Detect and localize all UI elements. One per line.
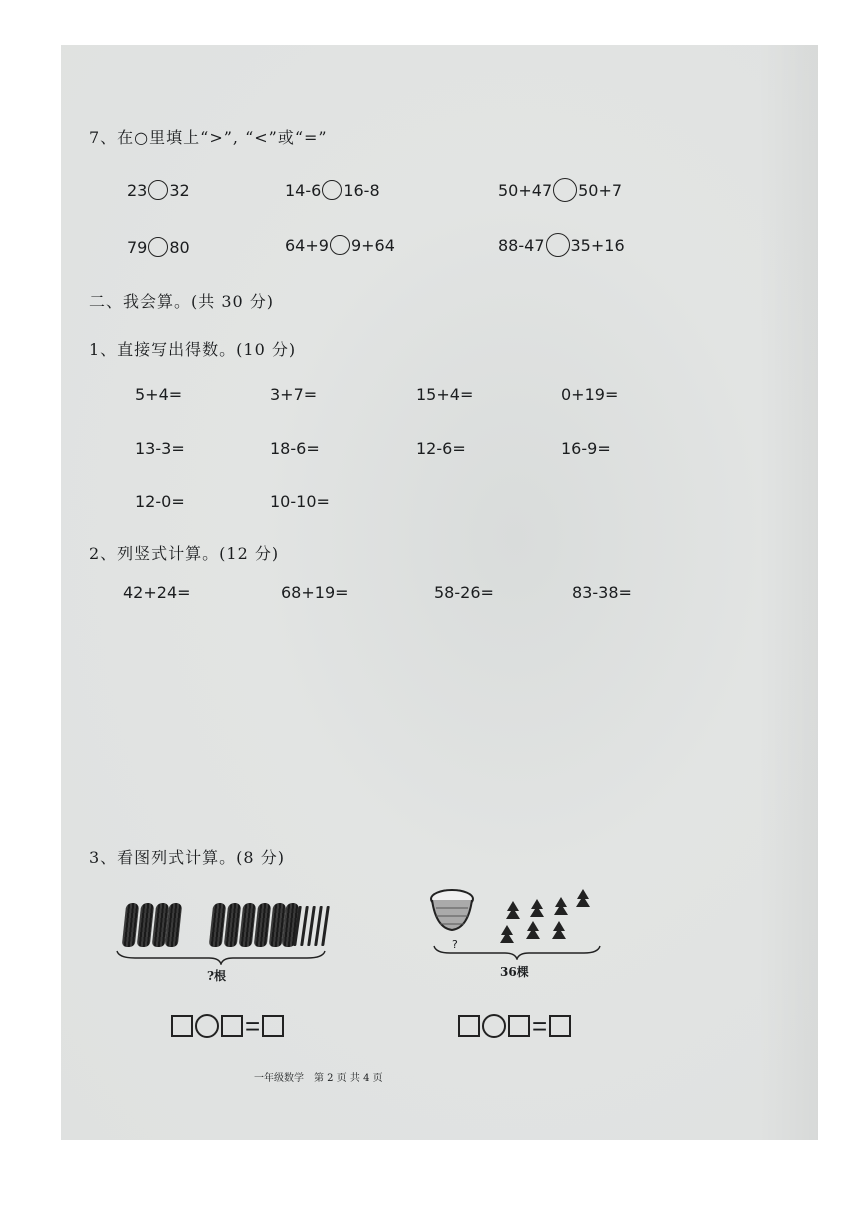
answer-box[interactable] <box>549 1015 571 1037</box>
oral-calc-item: 3+7= <box>270 385 318 404</box>
basket-question-mark: ? <box>452 938 458 951</box>
oral-calc-item: 5+4= <box>135 385 183 404</box>
answer-box[interactable] <box>508 1015 530 1037</box>
vertical-calc-item: 42+24= <box>123 583 191 602</box>
trees-illustration <box>495 887 603 945</box>
operator-circle[interactable] <box>195 1014 219 1038</box>
vertical-calc-item: 58-26= <box>434 583 494 602</box>
total-trees-label: 36棵 <box>500 965 529 979</box>
answer-box[interactable] <box>262 1015 284 1037</box>
compare-left: 64+9 <box>285 235 329 255</box>
page-footer: 一年级数学 第 2 页 共 4 页 <box>254 1073 383 1084</box>
oral-calc-item: 18-6= <box>270 439 320 458</box>
compare-right: 50+7 <box>578 180 623 200</box>
brace-right <box>432 944 602 960</box>
oral-calc-item: 16-9= <box>561 439 611 458</box>
oral-calc-item: 10-10= <box>270 492 330 511</box>
answer-circle[interactable] <box>148 237 168 257</box>
equals-sign: = <box>532 1011 548 1041</box>
vertical-calc-item: 83-38= <box>572 583 632 602</box>
compare-right: 16-8 <box>343 180 380 200</box>
oral-calc-item: 12-0= <box>135 492 185 511</box>
answer-circle[interactable] <box>546 233 570 257</box>
compare-item <box>285 180 380 200</box>
operator-circle[interactable] <box>482 1014 506 1038</box>
answer-circle[interactable] <box>553 178 577 202</box>
answer-frame-left <box>171 1011 284 1041</box>
compare-left: 79 <box>127 237 148 257</box>
section-7-title: 7、在○里填上“>”, “<”或“=” <box>89 128 328 147</box>
vertical-calc-item: 68+19= <box>281 583 349 602</box>
question-3-title: 3、看图列式计算。(8 分) <box>89 848 285 867</box>
oral-calc-item: 13-3= <box>135 439 185 458</box>
oral-calc-item: 0+19= <box>561 385 619 404</box>
basket-icon <box>428 888 476 934</box>
answer-box[interactable] <box>171 1015 193 1037</box>
answer-box[interactable] <box>458 1015 480 1037</box>
compare-left: 50+47 <box>498 180 553 200</box>
compare-left: 88-47 <box>498 235 545 255</box>
answer-circle[interactable] <box>148 180 168 200</box>
total-sticks-label: ?根 <box>207 969 227 983</box>
exam-page <box>61 45 818 1140</box>
compare-right: 80 <box>169 237 190 257</box>
compare-item <box>498 233 625 257</box>
part-2-title: 二、我会算。(共 30 分) <box>89 292 275 311</box>
question-2-title: 2、列竖式计算。(12 分) <box>89 544 280 563</box>
compare-item <box>127 180 190 200</box>
answer-box[interactable] <box>221 1015 243 1037</box>
answer-frame-right <box>458 1011 571 1041</box>
compare-item <box>127 237 190 257</box>
compare-item <box>498 178 622 202</box>
question-1-title: 1、直接写出得数。(10 分) <box>89 340 297 359</box>
oral-calc-item: 12-6= <box>416 439 466 458</box>
oral-calc-item: 15+4= <box>416 385 474 404</box>
compare-left: 14-6 <box>285 180 322 200</box>
answer-circle[interactable] <box>322 180 342 200</box>
compare-right: 9+64 <box>350 235 395 255</box>
compare-right: 35+16 <box>570 235 625 255</box>
answer-circle[interactable] <box>330 235 350 255</box>
compare-left: 23 <box>127 180 148 200</box>
brace-left <box>115 949 327 965</box>
compare-right: 32 <box>169 180 190 200</box>
compare-item <box>285 235 395 255</box>
equals-sign: = <box>245 1011 261 1041</box>
